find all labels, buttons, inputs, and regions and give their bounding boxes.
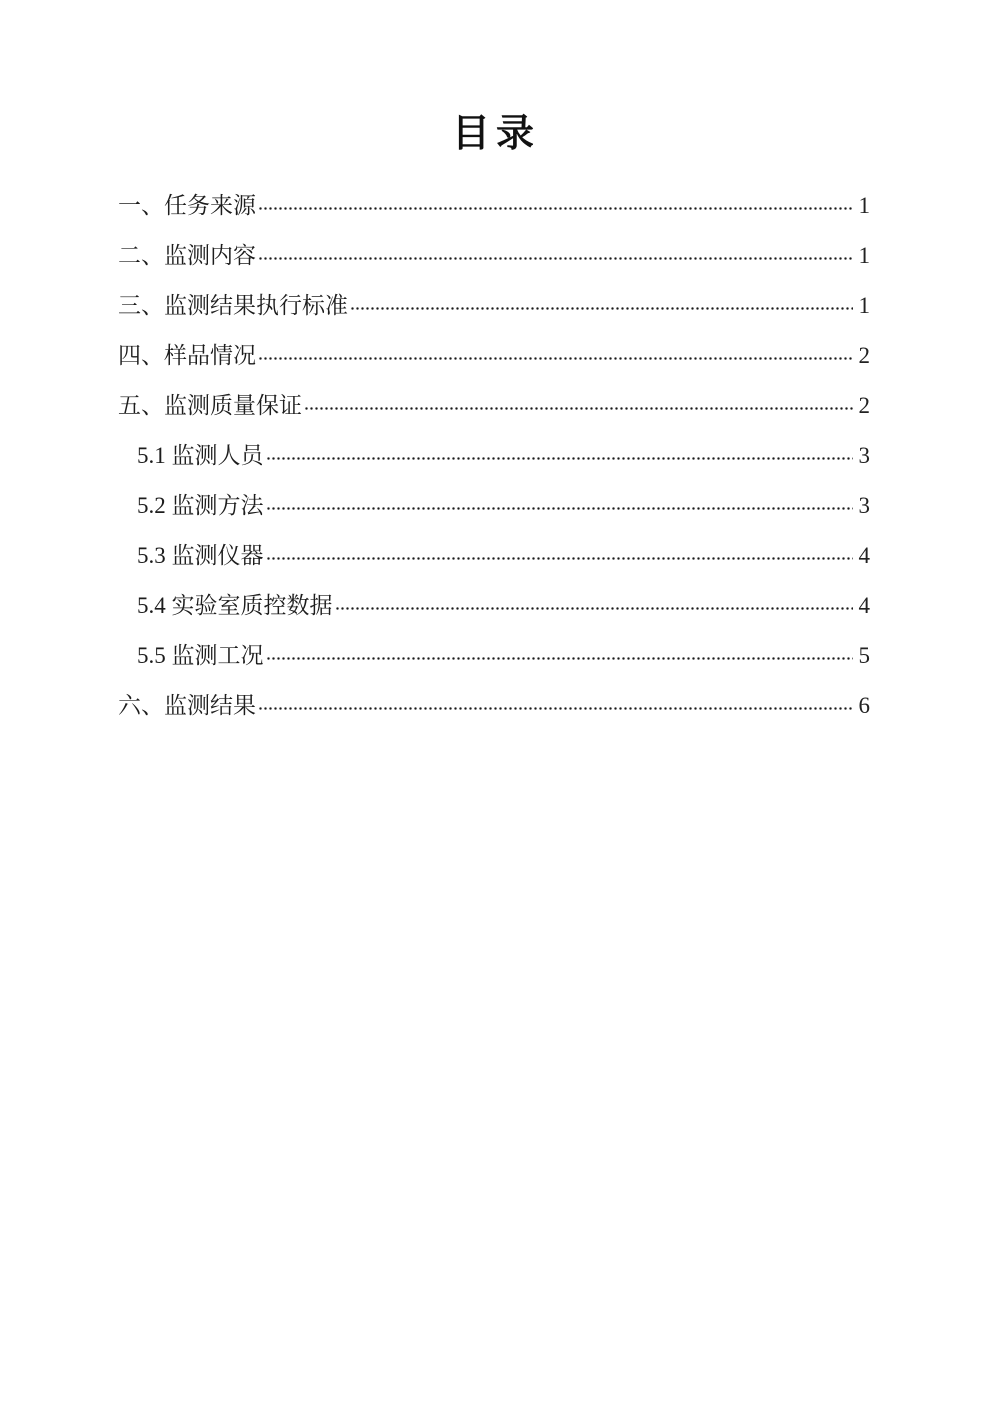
toc-entry [118,481,870,531]
toc-entry-page-number: 1 [858,192,870,218]
toc-entry [118,331,870,381]
dotted-leader [258,345,853,363]
toc-entry-page-number: 2 [858,342,870,368]
dotted-leader [335,595,853,613]
toc-entry-label: 5.2 监测方法 [137,492,264,518]
toc-entry-label: 六、监测结果 [118,692,256,718]
toc-entry [118,681,870,731]
toc-entry-page-number: 3 [858,442,870,468]
toc-entry-label: 四、样品情况 [118,342,256,368]
toc-entry-label: 五、监测质量保证 [118,392,302,418]
toc-entry-label: 5.3 监测仪器 [137,542,264,568]
dotted-leader [350,295,853,313]
dotted-leader [266,495,853,513]
toc-entry-label: 5.4 实验室质控数据 [137,592,333,618]
toc-entry-page-number: 5 [858,642,870,668]
dotted-leader [304,395,853,413]
toc-entry [118,531,870,581]
dotted-leader [266,445,853,463]
toc-entry-label: 三、监测结果执行标准 [118,292,348,318]
toc-entry [118,431,870,481]
dotted-leader [258,245,853,263]
toc-entry-label: 一、任务来源 [118,192,256,218]
toc-entry [118,281,870,331]
toc-entry-page-number: 3 [858,492,870,518]
dotted-leader [266,645,853,663]
toc-entry [118,631,870,681]
page-title: 目录 [451,113,540,155]
toc-entry-label: 5.5 监测工况 [137,642,264,668]
toc-entry [118,231,870,281]
toc-entry-page-number: 2 [858,392,870,418]
toc-list [118,181,870,731]
toc-entry-page-number: 4 [858,592,870,618]
dotted-leader [258,695,853,713]
toc-entry-label: 5.1 监测人员 [137,442,264,468]
toc-entry [118,381,870,431]
toc-entry-page-number: 6 [858,692,870,718]
toc-entry-label: 二、监测内容 [118,242,256,268]
toc-entry [118,581,870,631]
toc-entry-page-number: 1 [858,242,870,268]
dotted-leader [266,545,853,563]
dotted-leader [258,195,853,213]
toc-entry-page-number: 4 [858,542,870,568]
toc-entry [118,181,870,231]
toc-entry-page-number: 1 [858,292,870,318]
